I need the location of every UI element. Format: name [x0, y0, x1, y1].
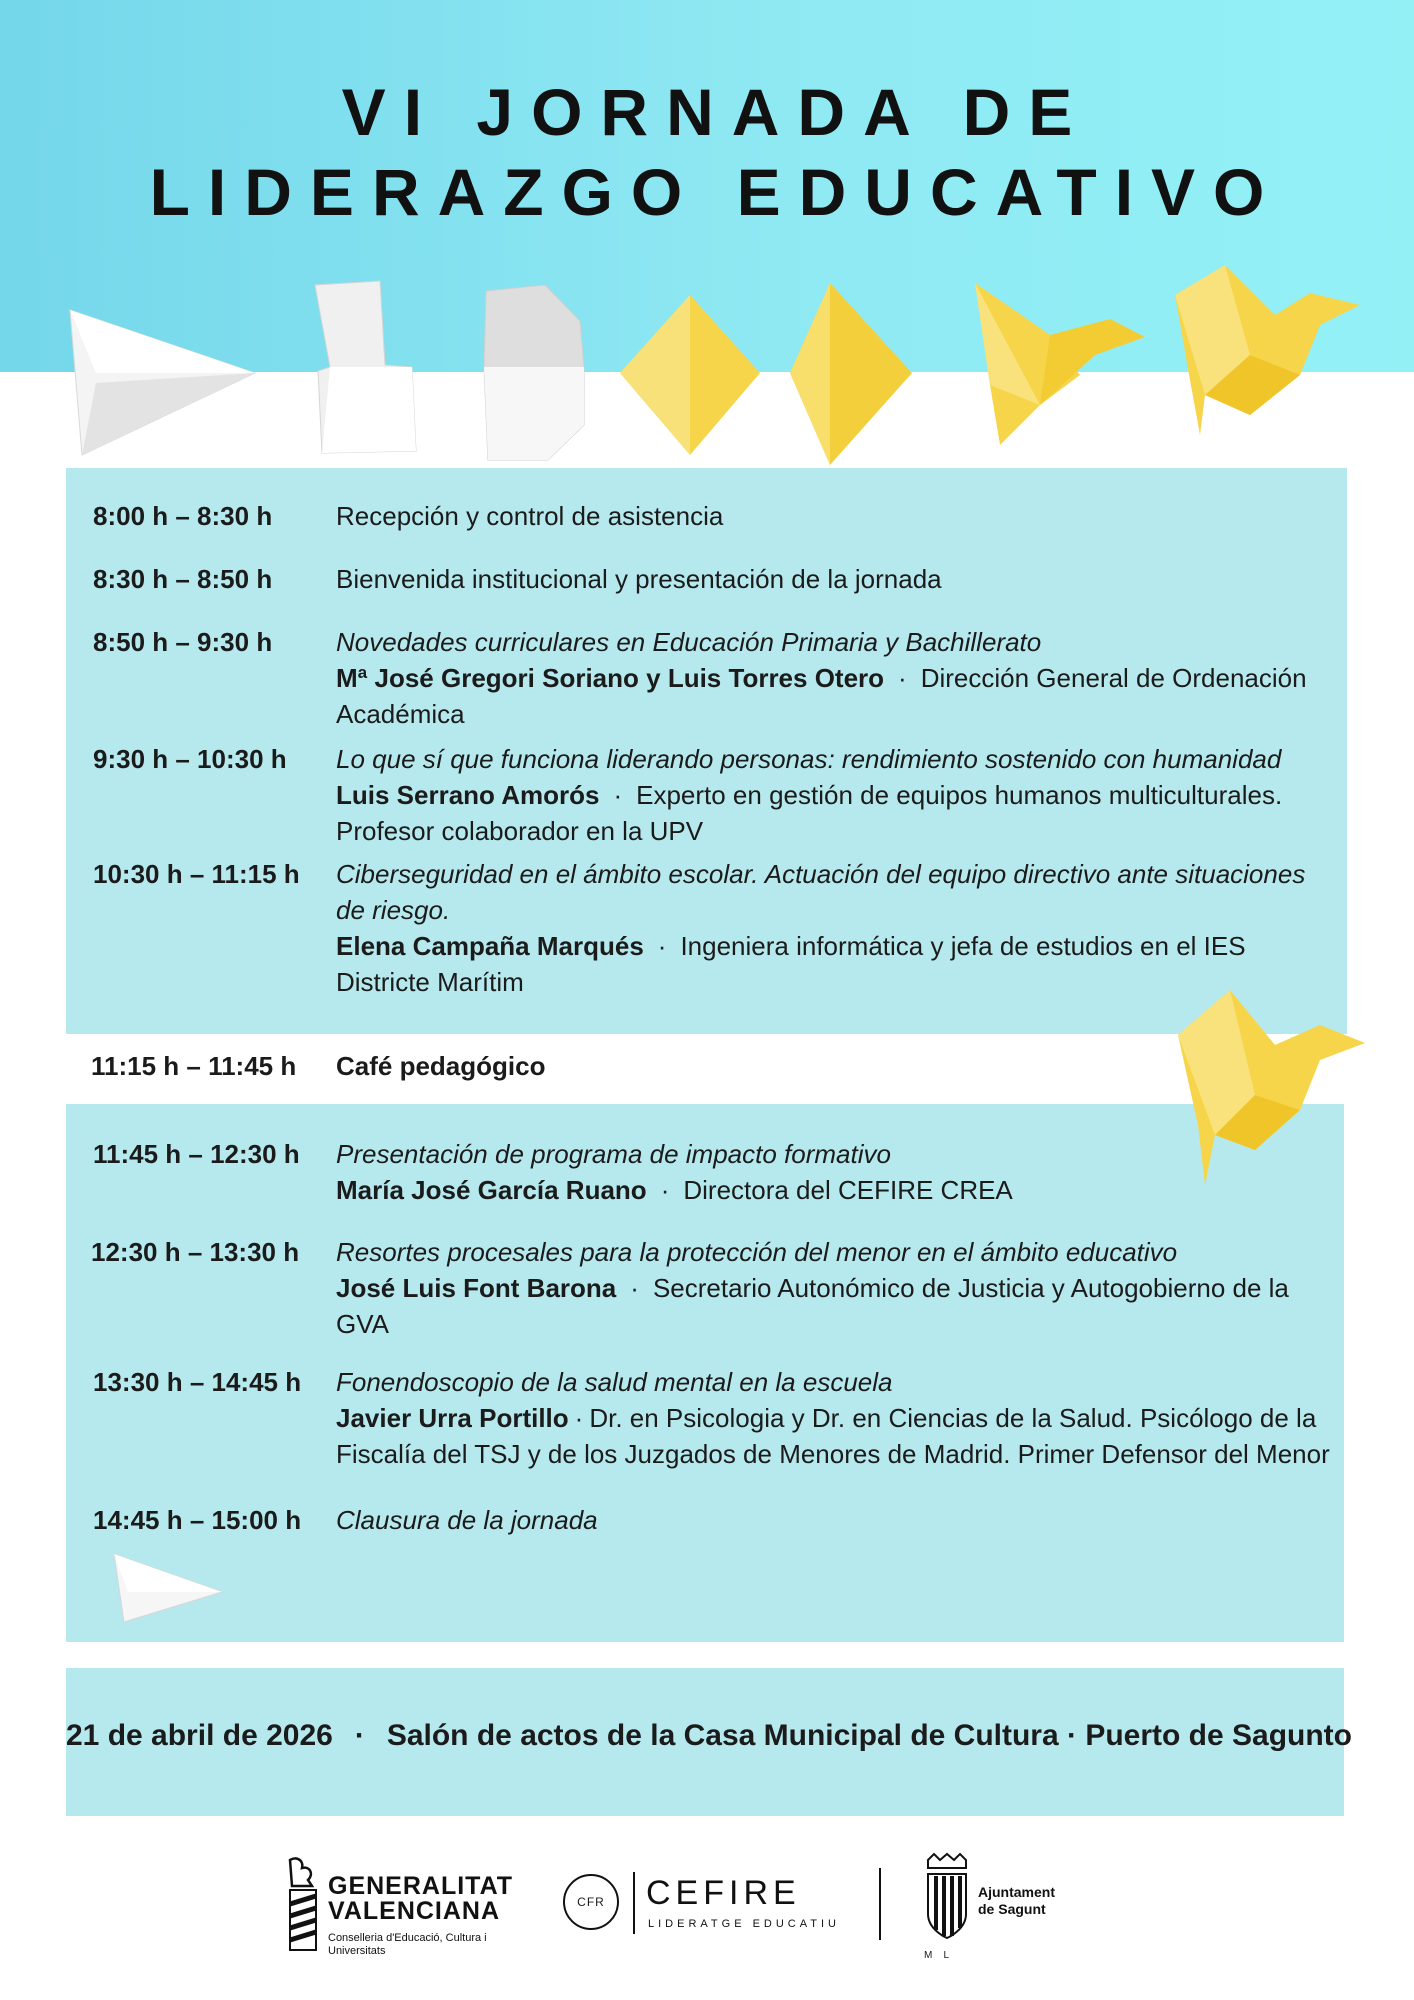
speaker-role: Ingeniera informática y jefa de estudios en el IES Districte Marítim: [336, 931, 1246, 997]
break-label: Café pedagógico: [336, 1051, 546, 1081]
title-line-1: VI JORNADA DE: [341, 75, 1091, 149]
speaker-name: Mª José Gregori Soriano y Luis Torres Otero: [336, 663, 885, 693]
gv-line-2: VALENCIANA: [328, 1897, 501, 1925]
gv-line-1: GENERALITAT: [328, 1872, 514, 1900]
logo-divider: [879, 1868, 881, 1940]
speaker-role: Dr. en Psicologia y Dr. en Ciencias de la Salud. Psicólogo de la Fiscalía del TSJ y de los Juzgados de Menores de Madrid. Primer Defensor del Menor: [336, 1403, 1330, 1469]
speaker-role: Experto en gestión de equipos humanos multiculturales. Profesor colaborador en la UPV: [336, 780, 1283, 846]
session-topic: Fonendoscopio de la salud mental en la escuela: [336, 1367, 893, 1397]
session-topic: Novedades curriculares en Educación Primaria y Bachillerato: [336, 627, 1042, 657]
speaker-role: Secretario Autonómico de Justicia y Autogobierno de la GVA: [336, 1273, 1289, 1339]
origami-bird-icon: [975, 283, 1145, 445]
speaker-role: Directora del CEFIRE CREA: [683, 1175, 1013, 1205]
ajt-line-2: de Sagunt: [978, 1901, 1046, 1917]
separator-dot: ·: [613, 780, 623, 810]
sagunt-coat-of-arms-icon: [922, 1852, 972, 1952]
speaker-name: José Luis Font Barona: [336, 1273, 617, 1303]
session-topic: Clausura de la jornada: [336, 1505, 598, 1535]
paper-plane-icon: [70, 310, 255, 455]
origami-diamond-icon: [790, 283, 912, 465]
origami-bird-icon: [1170, 985, 1370, 1195]
session-topic: Ciberseguridad en el ámbito escolar. Actuación del equipo directivo ante situaciones de riesgo.: [336, 859, 1306, 925]
separator-dot: ·: [660, 1175, 670, 1205]
break-row: [66, 1048, 1347, 1088]
separator-dot: ·: [354, 1719, 365, 1752]
folded-paper-icon: [315, 281, 416, 453]
session-title: Bienvenida institucional y presentación de la jornada: [336, 564, 942, 594]
separator-dot: ·: [657, 931, 667, 961]
session-time: 11:45 h – 12:30 h: [93, 1139, 300, 1169]
event-venue: Salón de actos de la Casa Municipal de Cultura · Puerto de Sagunto: [386, 1719, 1352, 1752]
separator-dot: ·: [898, 663, 907, 693]
speaker-name: María José García Ruano: [336, 1175, 647, 1205]
sagunt-letters: M L: [924, 1950, 950, 1961]
origami-illustration: [0, 255, 1414, 495]
separator-dot: ·: [574, 1403, 584, 1433]
origami-diamond-icon: [620, 295, 760, 455]
ajuntament-logo-text: [978, 1884, 1055, 1918]
session-topic: Resortes procesales para la protección del menor en el ámbito educativo: [336, 1237, 1178, 1267]
cefire-subtitle: LIDERATGE EDUCATIU: [648, 1918, 840, 1930]
session-time: 13:30 h – 14:45 h: [93, 1367, 302, 1397]
gv-subtitle: Conselleria d'Educació, Cultura i Universitats: [328, 1932, 487, 1957]
folded-paper-icon: [484, 285, 584, 460]
ajt-line-1: Ajuntament: [978, 1884, 1055, 1900]
session-topic: Lo que sí que funciona liderando personas: rendimiento sostenido con humanidad: [336, 744, 1282, 774]
speaker-name: Luis Serrano Amorós: [336, 780, 600, 810]
speaker-role: Dirección General de Ordenación Académica: [336, 663, 1307, 729]
cefire-logo-text: CEFIRE: [646, 1874, 801, 1912]
paper-plane-icon: [114, 1554, 224, 1624]
cfr-logo-circle: CFR: [563, 1874, 619, 1930]
generalitat-emblem-icon: [282, 1856, 322, 1956]
session-topic: Presentación de programa de impacto formativo: [336, 1139, 891, 1169]
speaker-name: Elena Campaña Marqués: [336, 931, 644, 961]
session-time: 8:30 h – 8:50 h: [93, 564, 273, 594]
sponsor-logos: [0, 1836, 1414, 2000]
separator-dot: ·: [630, 1273, 639, 1303]
schedule-panel-midday: [66, 1104, 1344, 1642]
gv-logo-text: [328, 1874, 513, 1924]
event-info: [66, 1716, 1352, 1756]
event-date: 21 de abril de 2026: [66, 1719, 333, 1752]
session-time: 12:30 h – 13:30 h: [91, 1237, 300, 1267]
session-time: 10:30 h – 11:15 h: [93, 859, 300, 889]
session-time: 9:30 h – 10:30 h: [93, 744, 287, 774]
event-info-panel: [66, 1668, 1352, 1816]
session-title: Recepción y control de asistencia: [336, 501, 724, 531]
page-title: [0, 72, 1414, 232]
schedule-panel-morning: [66, 468, 1347, 1034]
origami-bird-icon: [1175, 265, 1360, 435]
title-line-2: LIDERAZGO EDUCATIVO: [149, 155, 1283, 229]
session-time: 8:00 h – 8:30 h: [93, 501, 273, 531]
session-time: 8:50 h – 9:30 h: [93, 627, 273, 657]
break-time: 11:15 h – 11:45 h: [91, 1051, 297, 1081]
cfr-divider: [633, 1872, 635, 1934]
speaker-name: Javier Urra Portillo: [336, 1403, 569, 1433]
session-time: 14:45 h – 15:00 h: [93, 1505, 302, 1535]
